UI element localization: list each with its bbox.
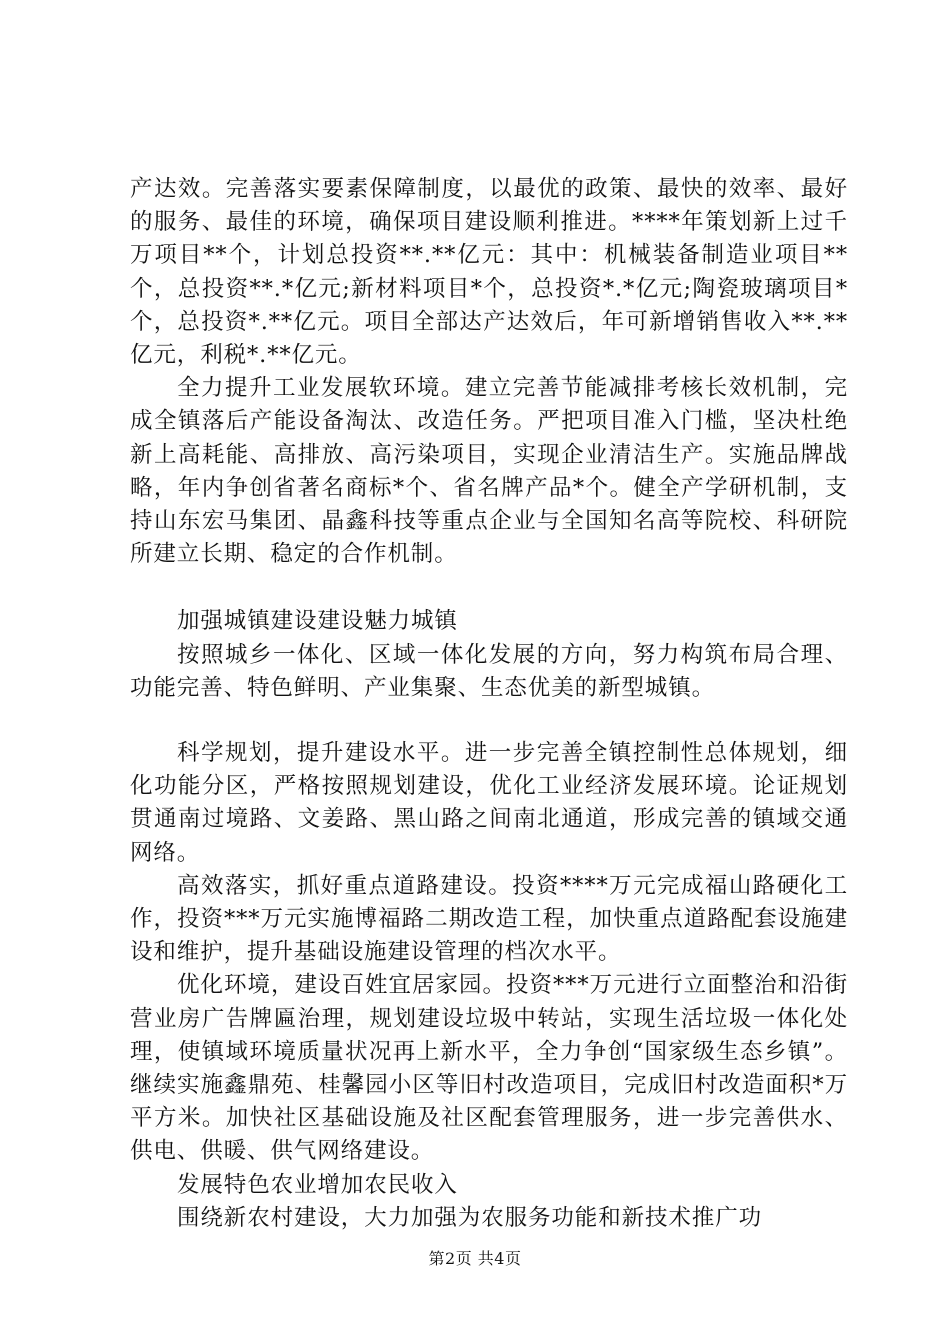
document-body bbox=[130, 173, 848, 1235]
paragraph-town-intro: 按照城乡一体化、区域一体化发展的方向，努力构筑布局合理、功能完善、特色鲜明、产业集聚、生态优美的新型城镇。 bbox=[130, 641, 848, 701]
section-heading-agriculture: 发展特色农业增加农民收入 bbox=[177, 1171, 458, 1198]
paragraph-environment: 优化环境，建设百姓宜居家园。投资***万元进行立面整治和沿街营业房广告牌匾治理，规划建设垃圾中转站，实现生活垃圾一体化处理，使镇域环境质量状况再上新水平，全力争创“国家级生态乡镇”。继续实施鑫鼎苑、桂馨园小区等旧村改造项目，完成旧村改造面积*万平方米。加快社区基础设施及社区配套管理服务，进一步完善供水、供电、供暖、供气网络建设。 bbox=[130, 972, 848, 1165]
paragraph-road-construction: 高效落实，抓好重点道路建设。投资****万元完成福山路硬化工作，投资***万元实施博福路二期改造工程，加快重点道路配套设施建设和维护，提升基础设施建设管理的档次水平。 bbox=[130, 872, 848, 966]
page-number-footer: 第2页 共4页 bbox=[428, 1249, 522, 1268]
blank-line bbox=[130, 705, 848, 737]
paragraph-continuation: 产达效。完善落实要素保障制度，以最优的政策、最快的效率、最好的服务、最佳的环境，确保项目建设顺利推进。****年策划新上过千万项目**个，计划总投资**.**亿元：其中：机械装备制造业项目**个，总投资**.*亿元;新材料项目*个，总投资*.*亿元;陶瓷玻璃项目*个，总投资*.**亿元。项目全部达产达效后，年可新增销售收入**.**亿元，利税*.**亿元。 bbox=[130, 176, 848, 369]
section-heading-town-construction: 加强城镇建设建设魅力城镇 bbox=[177, 608, 458, 635]
paragraph-agriculture-intro: 围绕新农村建设，大力加强为农服务功能和新技术推广功 bbox=[177, 1204, 763, 1231]
paragraph-industrial-environment: 全力提升工业发展软环境。建立完善节能减排考核长效机制，完成全镇落后产能设备淘汰、改造任务。严把项目准入门槛，坚决杜绝新上高耗能、高排放、高污染项目，实现企业清洁生产。实施品牌战略，年内争创省著名商标*个、省名牌产品*个。健全产学研机制，支持山东宏马集团、晶鑫科技等重点企业与全国知名高等院校、科研院所建立长期、稳定的合作机制。 bbox=[130, 375, 848, 568]
paragraph-planning: 科学规划，提升建设水平。进一步完善全镇控制性总体规划，细化功能分区，严格按照规划建设，优化工业经济发展环境。论证规划贯通南过境路、文姜路、黑山路之间南北通道，形成完善的镇域交通网络。 bbox=[130, 740, 848, 866]
